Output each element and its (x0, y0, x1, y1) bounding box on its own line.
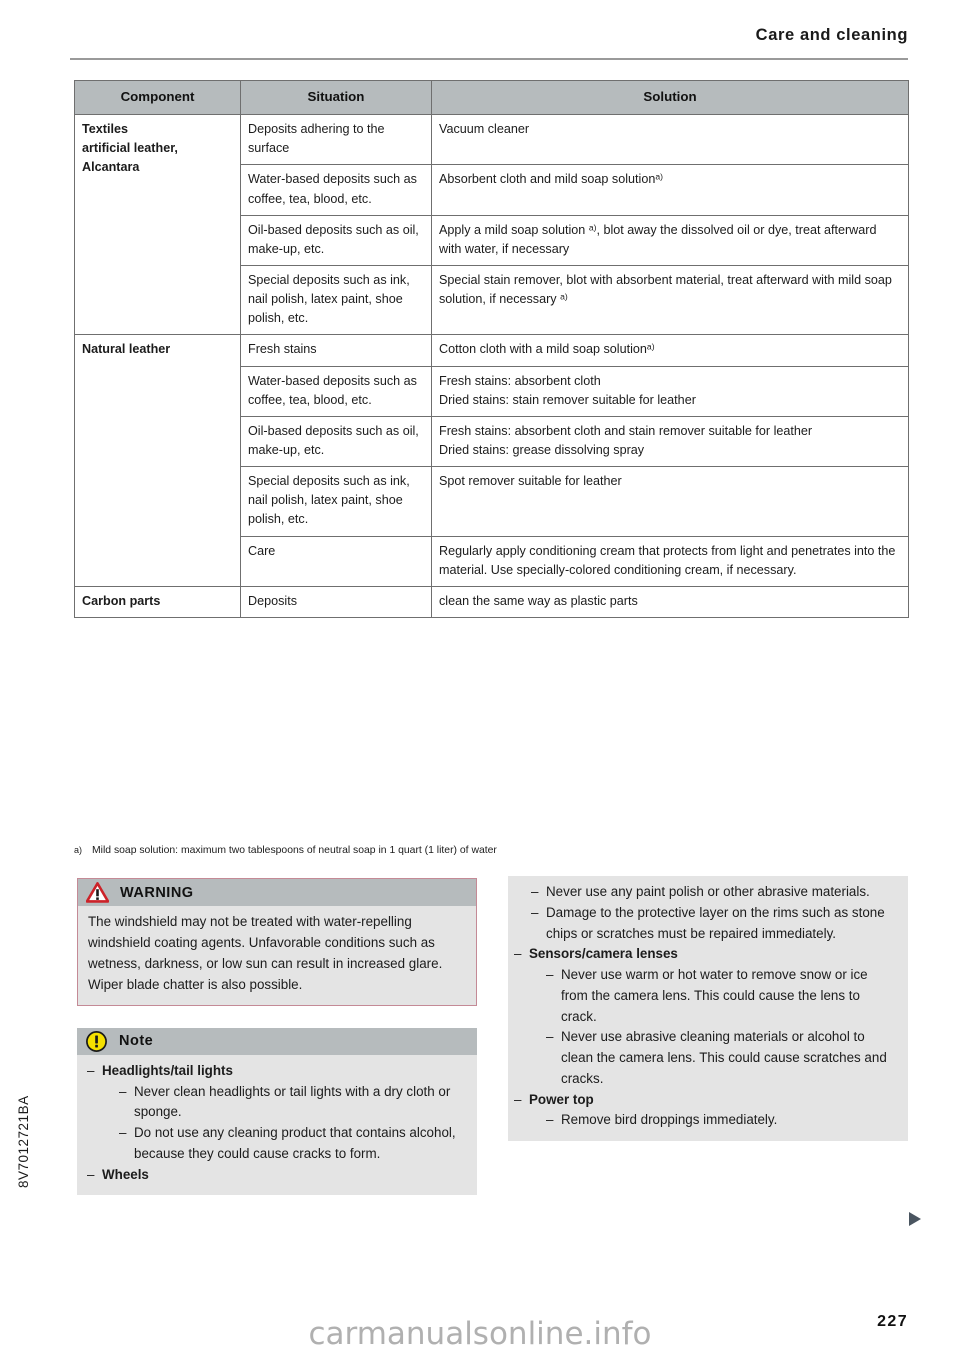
dash-bullet: – (514, 1091, 522, 1107)
list-item (87, 1165, 467, 1186)
note-header (77, 1028, 477, 1055)
list-item-text: Never clean headlights or tail lights with a dry cloth or sponge. (134, 1083, 451, 1120)
care-and-cleaning-table (74, 80, 909, 618)
list-item-text: Remove bird droppings immediately. (561, 1112, 778, 1128)
solution-text: Special stain remover, blot with absorbent material, treat afterward with mild soap solution, if necessary (439, 273, 892, 307)
warning-box (77, 878, 477, 1006)
cell-component-carbon-parts: Carbon parts (75, 586, 241, 617)
solution-text: Cotton cloth with a mild soap solution (439, 342, 647, 357)
warning-text: The windshield may not be treated with water-repelling windshield coating agents. Unfavorable conditions such as wetness, darkness, or low sun can result in increased glare. Wiper blade chatter is also possible. (88, 914, 443, 992)
footnote-ref: a) (655, 171, 663, 182)
list-item-text: Never use warm or hot water to remove snow or ice from the camera lens. This could cause the lens to crack. (561, 967, 868, 1024)
page-title: Care and cleaning (755, 26, 908, 44)
solution-text: Apply a mild soap solution (439, 222, 589, 237)
right-column-note-continuation (508, 876, 908, 1141)
note-body (77, 1055, 477, 1195)
dash-bullet: – (119, 1083, 127, 1099)
table-row (75, 115, 909, 165)
left-column (77, 878, 477, 1195)
cell-solution: Spot remover suitable for leather (432, 467, 909, 536)
list-item (119, 1082, 467, 1124)
page-header (70, 26, 908, 45)
list-item (119, 1123, 467, 1165)
list-item (514, 944, 898, 1089)
note-sublist (529, 965, 898, 1090)
note-sublist (514, 882, 898, 944)
solution-text: Absorbent cloth and mild soap solution (439, 172, 656, 187)
note-box (77, 1028, 477, 1195)
warning-label: WARNING (120, 884, 194, 901)
warning-triangle-icon (86, 882, 109, 903)
cell-solution (432, 215, 909, 265)
column-header-situation: Situation (241, 81, 432, 115)
cell-solution (432, 266, 909, 335)
footnote-marker: a) (74, 845, 83, 855)
component-line: Alcantara (82, 160, 140, 175)
site-watermark: carmanualsonline.info (308, 1316, 652, 1352)
cell-situation: Care (241, 536, 432, 586)
list-item-heading: Sensors/camera lenses (529, 946, 678, 962)
cell-solution (432, 366, 909, 416)
table-footnote (74, 845, 914, 856)
cell-solution: Regularly apply conditioning cream that protects from light and penetrates into the material. Use specially-colored conditioning cream, if necessary. (432, 536, 909, 586)
document-code: 8V7012721BA (16, 1095, 31, 1188)
list-item (546, 1027, 898, 1089)
cell-situation: Water-based deposits such as coffee, tea, blood, etc. (241, 366, 432, 416)
footnote-ref: a) (560, 291, 568, 302)
cell-situation: Oil-based deposits such as oil, make-up, etc. (241, 215, 432, 265)
warning-header (78, 879, 476, 906)
dash-bullet: – (531, 884, 539, 899)
cell-situation: Oil-based deposits such as oil, make-up, etc. (241, 416, 432, 466)
component-line: artificial leather, (82, 141, 178, 156)
note-label: Note (119, 1033, 154, 1050)
footnote-ref: a) (646, 341, 655, 352)
list-item (514, 882, 898, 944)
page-number: 227 (877, 1313, 908, 1330)
exclamation-circle-icon (85, 1030, 108, 1053)
dash-bullet: – (546, 967, 554, 983)
component-line: Textiles (82, 122, 128, 137)
play-triangle-icon (908, 1211, 922, 1232)
solution-line: Dried stains: stain remover suitable for leather (439, 392, 696, 407)
list-item-text: Do not use any cleaning product that contains alcohol, because they could cause cracks to form. (134, 1125, 456, 1162)
cell-situation: Deposits (241, 586, 432, 617)
cell-solution (432, 165, 909, 215)
cell-solution: clean the same way as plastic parts (432, 586, 909, 617)
cell-situation: Fresh stains (241, 335, 432, 366)
cell-component-natural-leather: Natural leather (75, 335, 241, 586)
list-item-heading: Power top (529, 1091, 594, 1107)
dash-bullet: – (87, 1062, 95, 1078)
cell-solution: Vacuum cleaner (432, 115, 909, 165)
header-divider (70, 58, 908, 60)
dash-bullet: – (87, 1167, 95, 1183)
note-sublist (529, 1110, 898, 1131)
solution-line: Dried stains: grease dissolving spray (439, 443, 645, 458)
dash-bullet: – (546, 1029, 554, 1045)
table-header-row (75, 81, 909, 115)
list-item-text: Never use any paint polish or other abrasive materials. (546, 884, 870, 899)
cell-component-textiles (75, 115, 241, 335)
cell-situation: Special deposits such as ink, nail polish, latex paint, shoe polish, etc. (241, 266, 432, 335)
dash-bullet: – (119, 1125, 127, 1141)
solution-line: Fresh stains: absorbent cloth and stain remover suitable for leather (439, 423, 813, 438)
list-item (87, 1061, 467, 1166)
list-item-text: Damage to the protective layer on the rims such as stone chips or scratches must be repaired immediately. (546, 904, 885, 941)
table-row (75, 335, 909, 366)
solution-text: , blot away the dissolved oil or dye, treat afterward with water, if necessary (439, 222, 877, 256)
list-item-text: Never use abrasive cleaning materials or alcohol to clean the camera lens. This could cause scratches and cracks. (561, 1029, 887, 1086)
note-list (87, 1061, 467, 1186)
table-row (75, 586, 909, 617)
cell-situation: Water-based deposits such as coffee, tea, blood, etc. (241, 165, 432, 215)
cell-solution (432, 335, 909, 366)
solution-line: Fresh stains: absorbent cloth (439, 373, 601, 388)
list-item-heading: Wheels (102, 1167, 149, 1183)
footnote-text: Mild soap solution: maximum two tablespoons of neutral soap in 1 quart (1 liter) of water (92, 845, 497, 856)
list-item (546, 965, 898, 1027)
list-item-heading: Headlights/tail lights (102, 1062, 233, 1078)
cell-solution (432, 416, 909, 466)
note-list-continued (514, 882, 898, 1131)
list-item (531, 903, 898, 945)
note-sublist (102, 1082, 467, 1166)
column-header-solution: Solution (432, 81, 909, 115)
cell-situation: Special deposits such as ink, nail polish, latex paint, shoe polish, etc. (241, 467, 432, 536)
column-header-component: Component (75, 81, 241, 115)
list-item (514, 1090, 898, 1132)
list-item (531, 882, 898, 903)
dash-bullet: – (546, 1112, 554, 1128)
footnote-ref: a) (588, 222, 597, 233)
list-item (546, 1110, 898, 1131)
dash-bullet: – (531, 904, 539, 920)
cell-situation: Deposits adhering to the surface (241, 115, 432, 165)
dash-bullet: – (514, 946, 522, 962)
